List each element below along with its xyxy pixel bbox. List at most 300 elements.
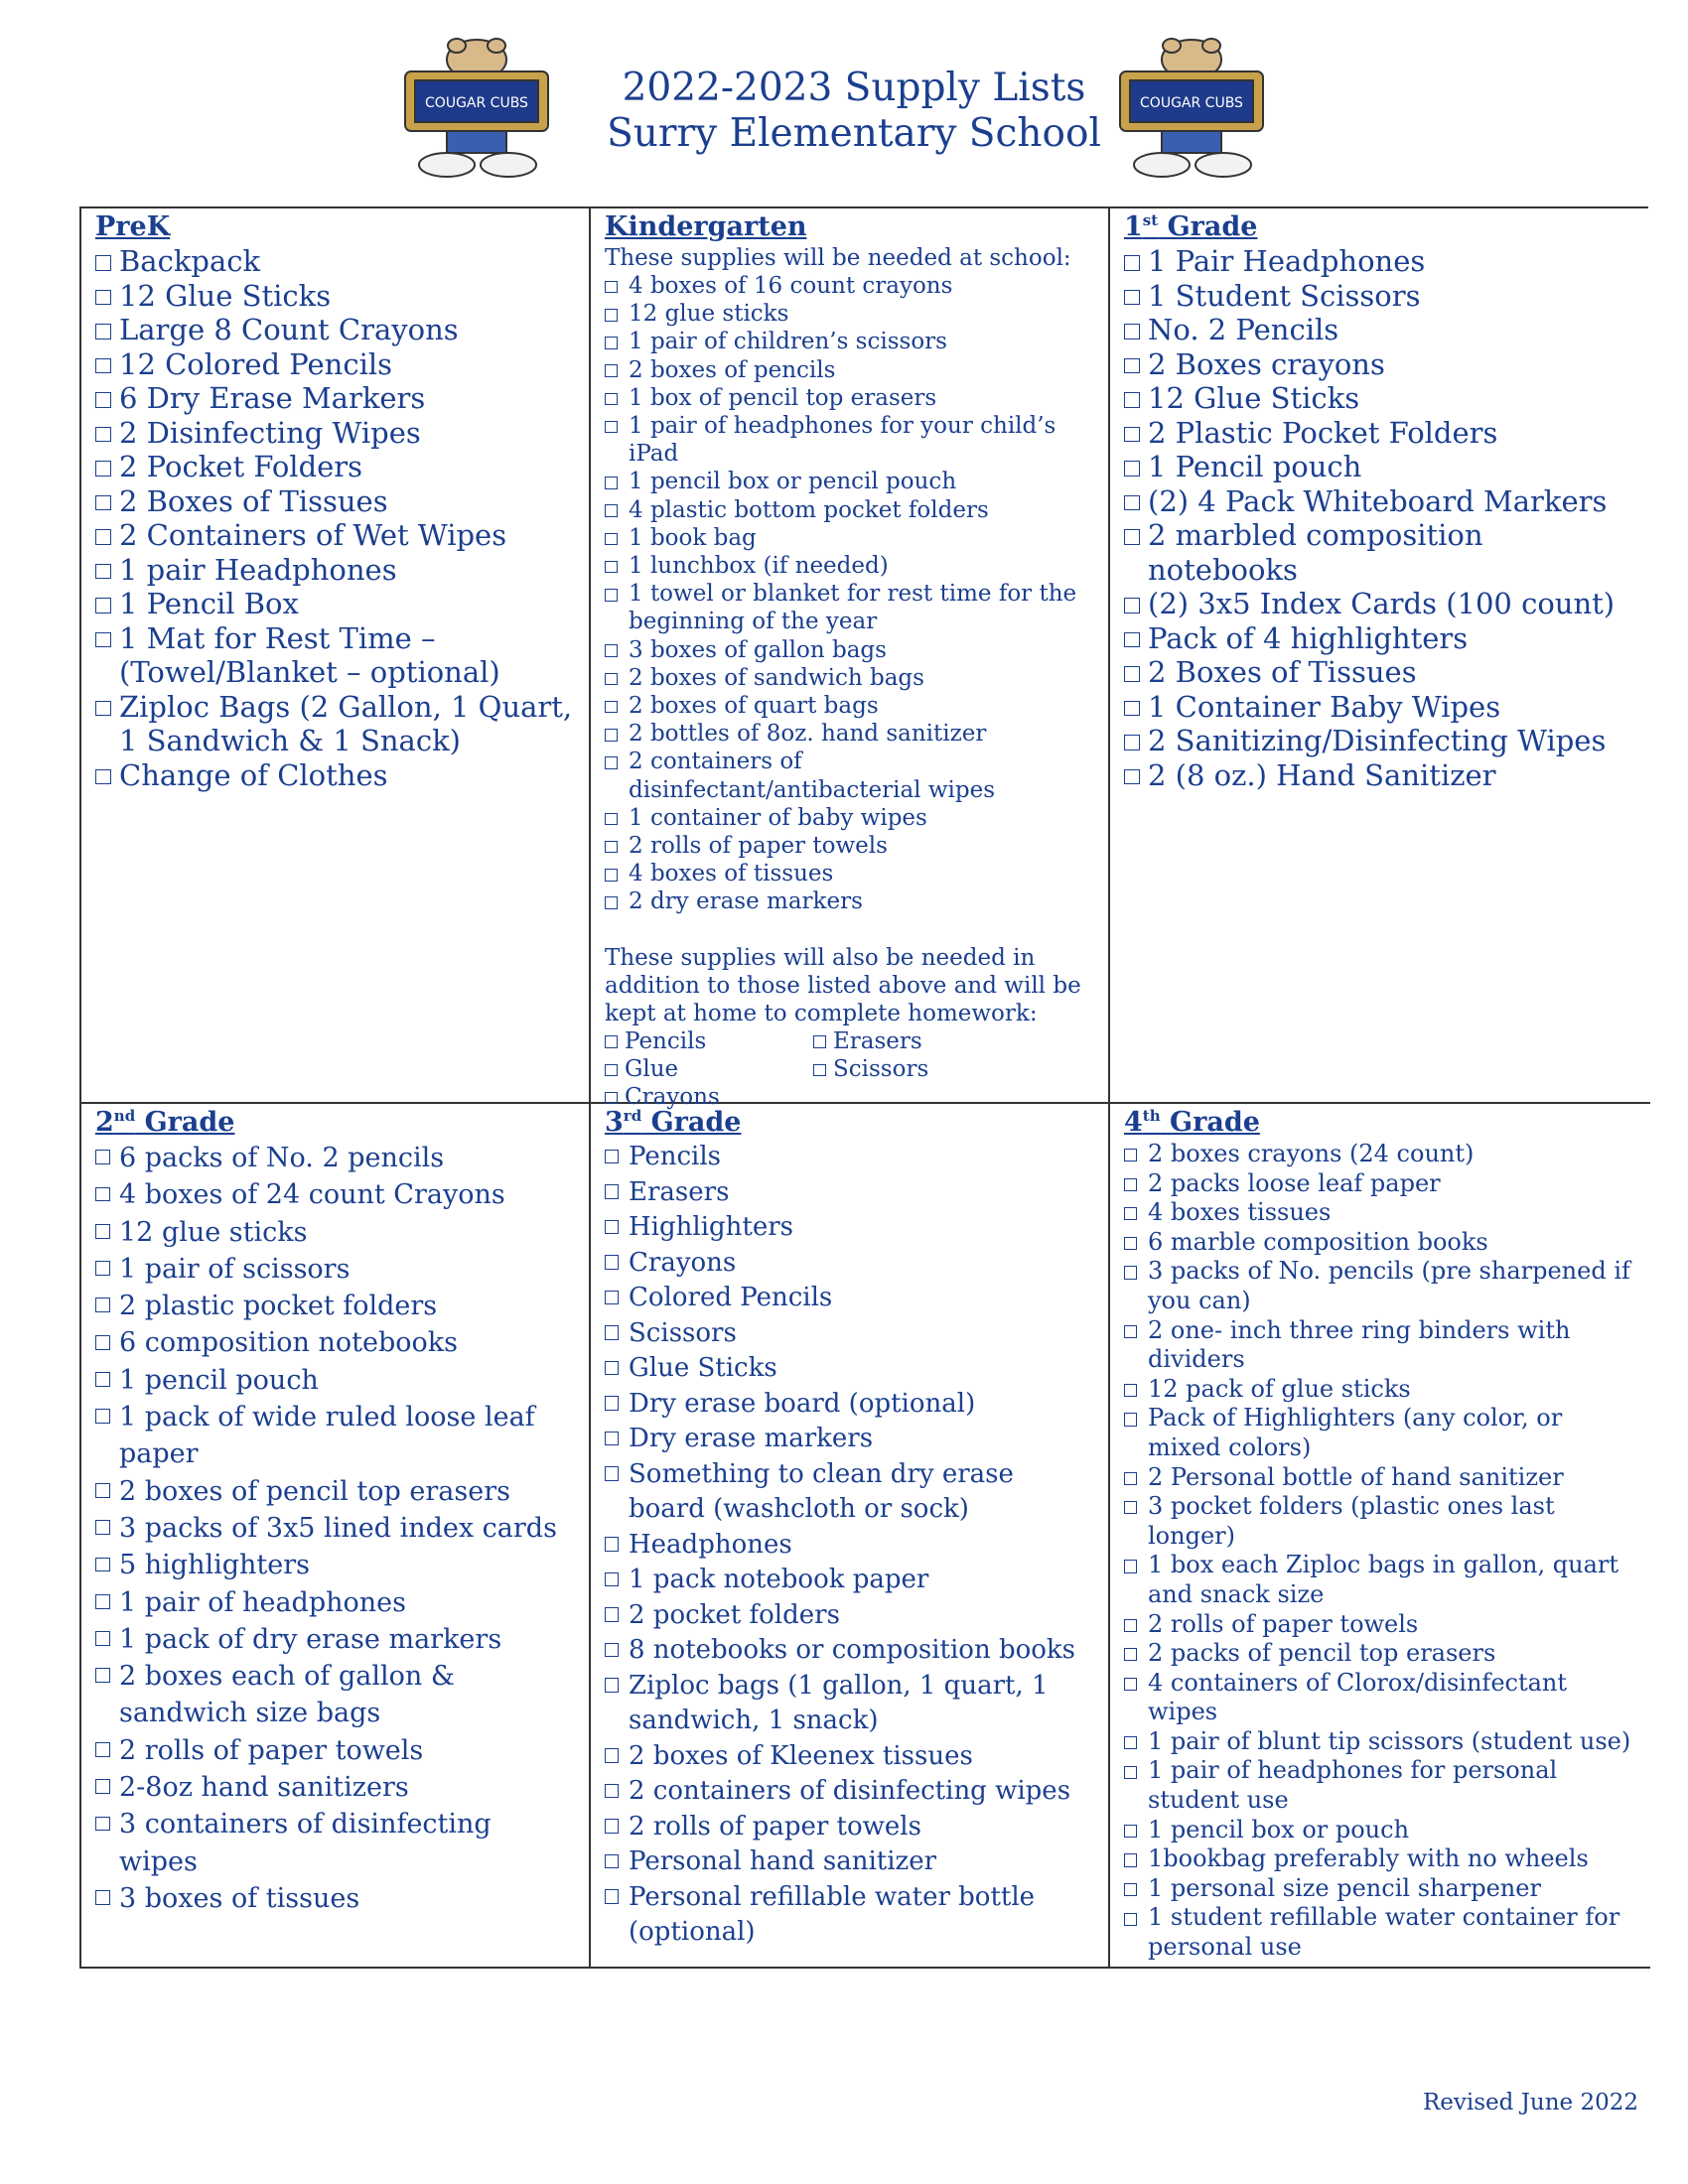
list-item[interactable] — [605, 1175, 1094, 1211]
item-label: 2 packs loose leaf paper — [1148, 1168, 1441, 1197]
list-item[interactable] — [95, 1251, 575, 1288]
checkbox-icon[interactable] — [95, 701, 111, 717]
list-item[interactable] — [1124, 1727, 1636, 1757]
item-label: 1 pack notebook paper — [629, 1565, 929, 1594]
list-item[interactable]: Erasers — [813, 1027, 992, 1055]
checkbox-icon[interactable] — [1124, 1325, 1137, 1338]
item-label: Pack of 4 highlighters — [1148, 620, 1469, 655]
checkbox-icon[interactable] — [1124, 1413, 1137, 1426]
list-item[interactable] — [605, 1351, 1094, 1387]
checkbox-icon[interactable] — [95, 1890, 110, 1905]
list-item[interactable] — [95, 587, 575, 621]
checkbox-icon[interactable] — [1124, 1266, 1137, 1279]
title-block — [576, 66, 1132, 157]
list-item[interactable] — [1124, 1610, 1636, 1640]
list-item[interactable] — [95, 347, 575, 382]
item-label: 1 Container Baby Wipes — [1148, 689, 1501, 724]
item-label: 2 containers of disinfectant/antibacterial wipes — [629, 749, 996, 803]
checkbox-icon[interactable] — [95, 358, 111, 374]
list-item[interactable] — [95, 1621, 575, 1658]
list-item[interactable] — [1124, 313, 1636, 347]
checkbox-icon[interactable] — [95, 564, 111, 580]
list-item[interactable] — [1124, 1844, 1636, 1874]
checkbox-icon[interactable] — [95, 1520, 110, 1535]
grade3-heading: 3rd Grade — [605, 1107, 742, 1138]
list-item[interactable] — [1124, 1375, 1636, 1405]
list-item[interactable] — [1124, 1257, 1636, 1315]
item-label: 1 personal size pencil sharpener — [1148, 1873, 1541, 1902]
checkbox-icon[interactable] — [605, 1150, 619, 1163]
checkbox-icon[interactable] — [95, 290, 111, 306]
list-item[interactable] — [1124, 758, 1636, 793]
item-label: 2 rolls of paper towels — [629, 833, 888, 860]
list-item[interactable] — [1124, 1316, 1636, 1375]
list-item[interactable] — [605, 1598, 1094, 1634]
list-item[interactable] — [1124, 1669, 1636, 1727]
list-item[interactable] — [1124, 1903, 1636, 1962]
list-item[interactable] — [605, 720, 1094, 748]
list-item[interactable] — [1124, 1463, 1636, 1493]
kindergarten-list — [605, 272, 1094, 916]
list-item[interactable] — [1124, 724, 1636, 758]
checkbox-icon[interactable] — [95, 1742, 110, 1757]
grade4-cell — [1110, 1104, 1650, 1969]
list-item[interactable] — [605, 580, 1094, 635]
item-label: 3 pocket folders (plastic ones last longer) — [1148, 1492, 1555, 1550]
list-item[interactable] — [1124, 1874, 1636, 1904]
checkbox-icon[interactable] — [605, 1184, 619, 1198]
checkbox-icon[interactable] — [605, 1092, 618, 1105]
checkbox-icon[interactable] — [605, 1361, 619, 1375]
checkbox-icon[interactable] — [1124, 1825, 1137, 1838]
list-item[interactable] — [95, 1732, 575, 1769]
checkbox-icon[interactable] — [605, 1607, 619, 1621]
checkbox-icon[interactable] — [1124, 1472, 1137, 1485]
item-label: 2 boxes of quart bags — [629, 693, 879, 720]
item-label: 4 boxes tissues — [1148, 1198, 1332, 1227]
checkbox-icon[interactable] — [605, 1064, 618, 1077]
list-item[interactable] — [605, 328, 1094, 355]
checkbox-icon[interactable] — [95, 1779, 110, 1794]
list-item[interactable] — [95, 1140, 575, 1176]
item-label: Erasers — [629, 1176, 730, 1207]
kindergarten-heading: Kindergarten — [605, 211, 807, 242]
list-item[interactable] — [605, 1457, 1094, 1528]
checkbox-icon[interactable] — [605, 1035, 618, 1048]
list-item[interactable] — [1124, 1198, 1636, 1228]
item-label: Personal refillable water bottle (optional) — [629, 1881, 1036, 1947]
checkbox-icon[interactable] — [1124, 598, 1140, 614]
item-label: 1 student refillable water container for personal use — [1148, 1903, 1620, 1962]
checkbox-icon[interactable] — [605, 841, 618, 854]
checkbox-icon[interactable] — [605, 477, 618, 489]
list-item[interactable] — [605, 860, 1094, 887]
list-item[interactable]: Scissors — [813, 1055, 992, 1083]
list-item[interactable] — [95, 1547, 575, 1583]
list-item[interactable] — [95, 553, 575, 588]
checkbox-icon[interactable] — [605, 589, 618, 602]
list-item[interactable] — [605, 1387, 1094, 1423]
checkbox-icon[interactable] — [1124, 358, 1140, 374]
checkbox-icon[interactable] — [813, 1064, 826, 1077]
checkbox-icon[interactable] — [95, 1261, 110, 1276]
list-item[interactable] — [605, 1774, 1094, 1810]
grade4-list — [1124, 1140, 1636, 1963]
list-item[interactable] — [1124, 1639, 1636, 1669]
item-label: 4 boxes of 24 count Crayons — [119, 1179, 505, 1211]
prek-cell — [81, 208, 591, 1104]
item-label: 2 one- inch three ring binders with dividers — [1148, 1315, 1571, 1374]
page-title: 2022-2023 Supply Lists — [622, 66, 1086, 110]
checkbox-icon[interactable] — [1124, 1883, 1137, 1896]
list-item[interactable] — [1124, 484, 1636, 519]
list-item[interactable] — [1124, 1169, 1636, 1199]
list-item[interactable] — [1124, 1492, 1636, 1551]
checkbox-icon[interactable] — [605, 1432, 619, 1445]
grade4-heading: 4th Grade — [1124, 1107, 1260, 1138]
checkbox-icon[interactable] — [95, 1483, 110, 1498]
list-item[interactable] — [605, 1528, 1094, 1564]
item-label: Scissors — [629, 1317, 737, 1348]
checkbox-icon[interactable] — [605, 1537, 619, 1551]
list-item[interactable] — [1124, 1756, 1636, 1815]
list-item[interactable] — [605, 1669, 1094, 1739]
prek-list — [95, 244, 575, 792]
checkbox-icon[interactable] — [95, 1297, 110, 1312]
list-item[interactable] — [605, 636, 1094, 664]
checkbox-icon[interactable] — [95, 1558, 110, 1572]
list-item[interactable] — [95, 1473, 575, 1510]
list-item[interactable] — [95, 1880, 575, 1917]
list-item[interactable] — [605, 356, 1094, 384]
checkbox-icon[interactable] — [95, 461, 111, 477]
checkbox-icon[interactable] — [1124, 495, 1140, 511]
list-item[interactable] — [605, 692, 1094, 720]
checkbox-icon[interactable] — [605, 309, 618, 322]
checkbox-icon[interactable] — [1124, 1178, 1137, 1191]
kindergarten-home-list — [605, 1027, 1094, 1112]
checkbox-icon[interactable] — [605, 1325, 619, 1339]
item-label: 2 plastic pocket folders — [119, 1291, 438, 1322]
list-item[interactable] — [1124, 347, 1636, 382]
list-item[interactable] — [605, 748, 1094, 803]
list-item[interactable] — [1124, 381, 1636, 416]
list-item[interactable] — [605, 887, 1094, 915]
checkbox-icon[interactable] — [95, 324, 111, 340]
checkbox-icon[interactable] — [95, 1409, 110, 1424]
cougar-cubs-logo — [1112, 38, 1271, 187]
checkbox-icon[interactable] — [1124, 461, 1140, 477]
list-item[interactable] — [95, 1362, 575, 1399]
item-label: 2 Boxes crayons — [1148, 346, 1385, 381]
item-label: Dry erase board (optional) — [629, 1388, 976, 1419]
list-item[interactable] — [1124, 587, 1636, 621]
item-label: 2 Plastic Pocket Folders — [1148, 415, 1498, 450]
checkbox-icon[interactable] — [95, 495, 111, 511]
checkbox-icon[interactable] — [605, 1748, 619, 1762]
list-item[interactable] — [95, 1399, 575, 1473]
item-label: 1 pack of dry erase markers — [119, 1623, 502, 1655]
checkbox-icon[interactable] — [1124, 1560, 1137, 1572]
item-label: 1 pair of children’s scissors — [629, 329, 947, 355]
item-label: 8 notebooks or composition books — [629, 1635, 1075, 1665]
checkbox-icon[interactable] — [605, 701, 618, 714]
checkbox-icon[interactable] — [605, 1255, 619, 1269]
checkbox-icon[interactable] — [1124, 1648, 1137, 1661]
list-item[interactable] — [1124, 518, 1636, 587]
checkbox-icon[interactable] — [605, 1572, 619, 1586]
item-label: 2 Pocket Folders — [119, 450, 363, 483]
list-item[interactable] — [605, 1422, 1094, 1457]
checkbox-icon[interactable] — [605, 1220, 619, 1234]
list-item[interactable] — [605, 272, 1094, 300]
item-label: (2) 4 Pack Whiteboard Markers — [1148, 483, 1608, 518]
item-label: 2 dry erase markers — [629, 888, 863, 915]
list-item[interactable] — [1124, 621, 1636, 656]
checkbox-icon[interactable] — [95, 1817, 110, 1832]
list-item[interactable] — [95, 1288, 575, 1324]
list-item[interactable] — [605, 1210, 1094, 1246]
grade3-cell — [591, 1104, 1110, 1969]
checkbox-icon[interactable] — [605, 1396, 619, 1410]
list-item[interactable] — [1124, 416, 1636, 451]
item-label: Highlighters — [629, 1212, 794, 1242]
list-item[interactable] — [605, 1739, 1094, 1775]
list-item[interactable] — [1124, 450, 1636, 484]
checkbox-icon[interactable] — [1124, 769, 1140, 785]
checkbox-icon[interactable] — [605, 1889, 619, 1903]
checkbox-icon[interactable] — [605, 1466, 619, 1480]
item-label: Personal hand sanitizer — [629, 1846, 937, 1876]
item-label: 2 bottles of 8oz. hand sanitizer — [629, 721, 987, 748]
item-label: 2 Boxes of Tissues — [119, 483, 388, 518]
list-item[interactable] — [95, 690, 575, 758]
list-item[interactable] — [605, 832, 1094, 860]
checkbox-icon[interactable] — [605, 1291, 619, 1304]
list-item[interactable] — [95, 484, 575, 519]
checkbox-icon[interactable] — [1124, 1207, 1137, 1220]
list-item[interactable] — [95, 450, 575, 484]
checkbox-icon[interactable] — [1124, 1913, 1137, 1926]
list-item[interactable] — [605, 524, 1094, 552]
item-label: 2 marbled composition notebooks — [1148, 518, 1483, 587]
checkbox-icon[interactable] — [605, 281, 618, 294]
supply-table — [79, 206, 1648, 1969]
checkbox-icon[interactable] — [95, 1150, 110, 1164]
item-label: 2 rolls of paper towels — [119, 1734, 424, 1766]
checkbox-icon[interactable] — [1124, 1501, 1137, 1514]
list-item[interactable] — [95, 381, 575, 416]
grade1-cell — [1110, 208, 1650, 1104]
grade2-heading: 2nd Grade — [95, 1107, 235, 1138]
list-item[interactable] — [605, 1563, 1094, 1598]
grade1-heading: 1st Grade — [1124, 211, 1258, 242]
list-item[interactable] — [1124, 1228, 1636, 1258]
checkbox-icon[interactable] — [605, 504, 618, 517]
checkbox-icon[interactable] — [1124, 666, 1140, 682]
item-label: Something to clean dry erase board (washcloth or sock) — [629, 1458, 1014, 1524]
item-label: 6 Dry Erase Markers — [119, 381, 426, 415]
list-item[interactable] — [605, 384, 1094, 412]
list-item[interactable] — [605, 496, 1094, 524]
checkbox-icon[interactable] — [605, 896, 618, 909]
checkbox-icon[interactable] — [605, 421, 618, 434]
list-item[interactable]: Glue — [605, 1055, 813, 1083]
item-label: 3 boxes of tissues — [119, 1882, 360, 1914]
item-label: 1 towel or blanket for rest time for the beginning of the year — [629, 581, 1077, 635]
item-label: 2 containers of disinfecting wipes — [629, 1776, 1071, 1806]
list-item[interactable] — [605, 1316, 1094, 1352]
list-item[interactable] — [605, 300, 1094, 328]
checkbox-icon[interactable] — [1124, 324, 1140, 340]
checkbox-icon[interactable] — [1124, 632, 1140, 648]
checkbox-icon[interactable] — [1124, 392, 1140, 408]
list-item[interactable] — [95, 1214, 575, 1251]
item-label: 1 Mat for Rest Time – (Towel/Blanket – optional) — [119, 620, 500, 689]
item-label: Glue Sticks — [629, 1353, 777, 1383]
list-item[interactable] — [605, 664, 1094, 692]
item-label: 6 marble composition books — [1148, 1227, 1488, 1256]
checkbox-icon[interactable] — [605, 644, 618, 657]
checkbox-icon[interactable] — [605, 869, 618, 882]
checkbox-icon[interactable] — [605, 813, 618, 826]
list-item[interactable] — [605, 1246, 1094, 1282]
checkbox-icon[interactable] — [1124, 1619, 1137, 1632]
checkbox-icon[interactable] — [1124, 1678, 1137, 1691]
list-item[interactable] — [95, 1806, 575, 1880]
item-label: 2 pocket folders — [629, 1599, 840, 1630]
list-item[interactable] — [1124, 279, 1636, 314]
list-item[interactable] — [605, 1810, 1094, 1845]
checkbox-icon[interactable] — [95, 1335, 110, 1350]
revised-date: Revised June 2022 — [1422, 2090, 1638, 2116]
checkbox-icon[interactable] — [1124, 427, 1140, 443]
checkbox-icon[interactable] — [1124, 529, 1140, 545]
list-item[interactable] — [95, 1658, 575, 1732]
checkbox-icon[interactable] — [605, 1854, 619, 1868]
list-item[interactable] — [95, 244, 575, 279]
list-item[interactable] — [95, 621, 575, 690]
checkbox-icon[interactable] — [1124, 1853, 1137, 1866]
checkbox-icon[interactable] — [1124, 1766, 1137, 1779]
item-label: (2) 3x5 Index Cards (100 count) — [1148, 587, 1616, 620]
list-item[interactable] — [605, 468, 1094, 495]
checkbox-icon[interactable] — [1124, 701, 1140, 717]
checkbox-icon[interactable] — [95, 1187, 110, 1202]
grade2-cell — [81, 1104, 591, 1969]
item-label: 2 boxes of pencils — [629, 356, 836, 383]
checkbox-icon[interactable] — [605, 1784, 619, 1798]
item-label: 1 pack of wide ruled loose leaf paper — [119, 1402, 535, 1470]
checkbox-icon[interactable] — [605, 561, 618, 574]
checkbox-icon[interactable] — [605, 756, 618, 769]
item-label: 4 plastic bottom pocket folders — [629, 496, 989, 523]
item-label: 1 pencil pouch — [119, 1364, 319, 1396]
checkbox-icon[interactable] — [605, 1678, 619, 1692]
checkbox-icon[interactable] — [95, 1224, 110, 1239]
checkbox-icon[interactable] — [95, 632, 111, 648]
item-label: Pencils — [629, 1142, 721, 1171]
item-label: 1 lunchbox (if needed) — [629, 553, 889, 580]
list-item[interactable] — [1124, 690, 1636, 725]
item-label: 2 Personal bottle of hand sanitizer — [1148, 1462, 1564, 1491]
list-item[interactable]: Crayons — [605, 1083, 813, 1111]
checkbox-icon[interactable] — [605, 1819, 619, 1833]
list-item[interactable]: Pencils — [605, 1027, 813, 1055]
list-item[interactable] — [605, 1633, 1094, 1669]
list-item[interactable] — [95, 1324, 575, 1361]
checkbox-icon[interactable] — [1124, 290, 1140, 306]
item-label: 1 pair of headphones for personal student use — [1148, 1756, 1558, 1815]
item-label: 2-8oz hand sanitizers — [119, 1772, 409, 1804]
list-item[interactable] — [605, 1880, 1094, 1951]
list-item[interactable] — [95, 1176, 575, 1213]
list-item[interactable] — [605, 1844, 1094, 1880]
list-item[interactable] — [1124, 1140, 1636, 1169]
checkbox-icon[interactable] — [605, 364, 618, 377]
list-item[interactable] — [605, 1281, 1094, 1316]
list-item[interactable] — [95, 1510, 575, 1547]
checkbox-icon[interactable] — [1124, 255, 1140, 271]
list-item[interactable] — [95, 1769, 575, 1806]
checkbox-icon[interactable] — [95, 1668, 110, 1683]
page-header — [0, 38, 1688, 187]
list-item[interactable] — [605, 804, 1094, 832]
checkbox-icon[interactable] — [95, 1631, 110, 1646]
list-item[interactable] — [95, 758, 575, 793]
checkbox-icon[interactable] — [95, 1372, 110, 1387]
grade1-list — [1124, 244, 1636, 792]
list-item[interactable] — [605, 1140, 1094, 1175]
list-item[interactable] — [1124, 1816, 1636, 1845]
checkbox-icon[interactable] — [1124, 1736, 1137, 1749]
checkbox-icon[interactable] — [1124, 1384, 1137, 1397]
checkbox-icon[interactable] — [95, 598, 111, 614]
item-label: Change of Clothes — [119, 757, 388, 792]
list-item[interactable] — [1124, 1404, 1636, 1462]
checkbox-icon[interactable] — [95, 769, 111, 785]
checkbox-icon[interactable] — [1124, 1149, 1137, 1161]
checkbox-icon[interactable] — [605, 729, 618, 742]
checkbox-icon[interactable] — [95, 1594, 110, 1609]
checkbox-icon[interactable] — [605, 673, 618, 686]
checkbox-icon[interactable] — [605, 393, 618, 406]
list-item[interactable] — [1124, 1551, 1636, 1609]
list-item[interactable] — [605, 412, 1094, 468]
list-item[interactable] — [95, 1584, 575, 1621]
checkbox-icon[interactable] — [605, 337, 618, 349]
checkbox-icon[interactable] — [813, 1035, 826, 1048]
checkbox-icon[interactable] — [1124, 735, 1140, 751]
checkbox-icon[interactable] — [95, 529, 111, 545]
checkbox-icon[interactable] — [95, 392, 111, 408]
list-item[interactable] — [95, 518, 575, 553]
checkbox-icon[interactable] — [1124, 1237, 1137, 1250]
checkbox-icon[interactable] — [605, 533, 618, 546]
checkbox-icon[interactable] — [605, 1643, 619, 1657]
list-item[interactable] — [95, 279, 575, 314]
item-label: Crayons — [629, 1247, 737, 1278]
list-item[interactable] — [605, 552, 1094, 580]
item-label: 1 pair Headphones — [119, 552, 397, 587]
item-label: Large 8 Count Crayons — [119, 313, 459, 346]
list-item[interactable] — [95, 416, 575, 451]
list-item[interactable] — [1124, 655, 1636, 690]
list-item[interactable] — [1124, 244, 1636, 279]
checkbox-icon[interactable] — [95, 427, 111, 443]
checkbox-icon[interactable] — [95, 255, 111, 271]
list-item[interactable] — [95, 313, 575, 347]
